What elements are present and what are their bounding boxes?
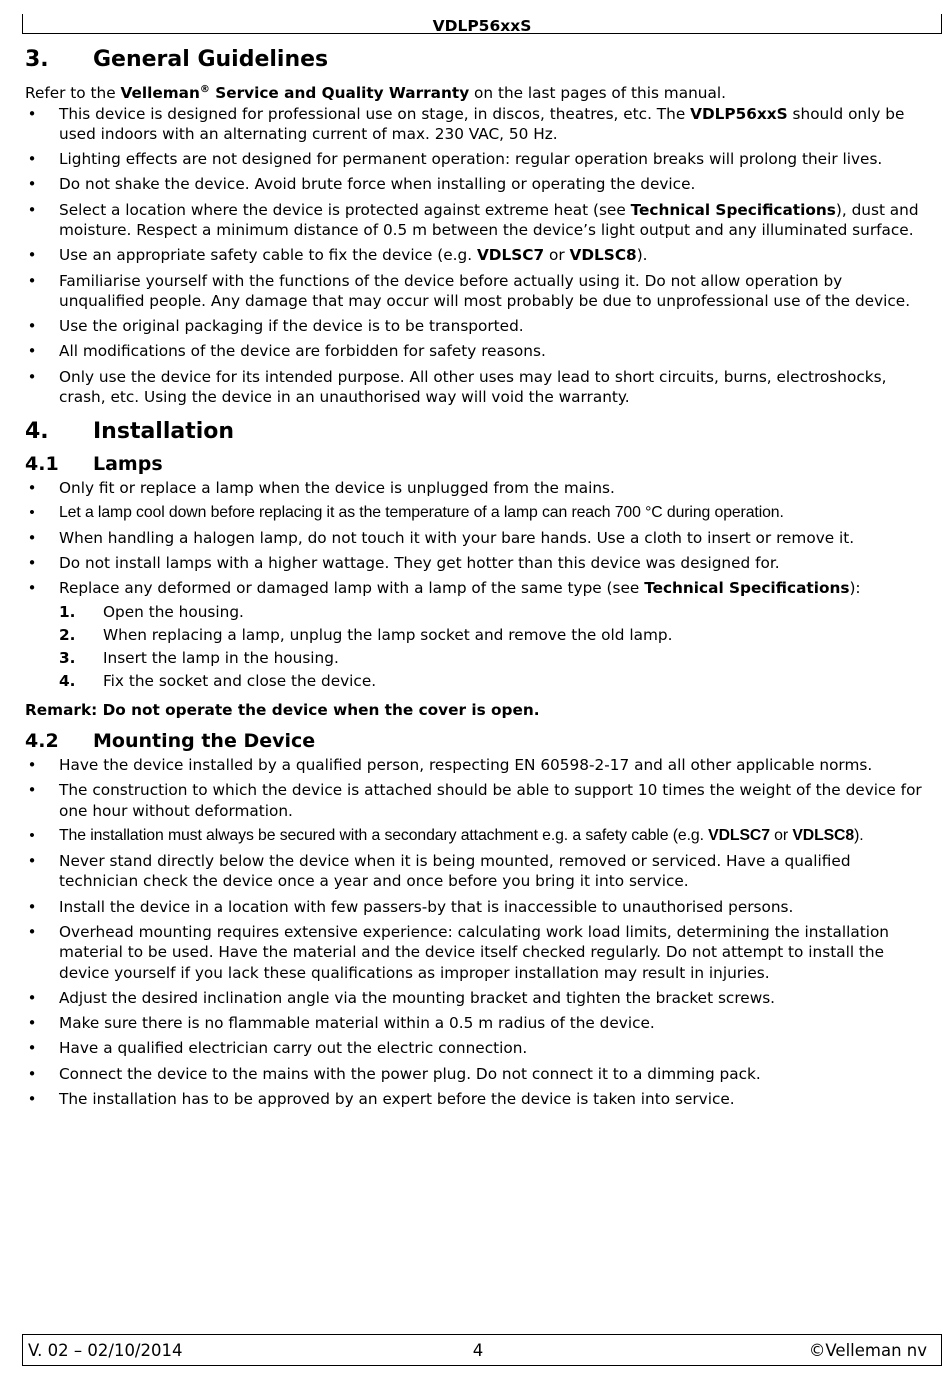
bullet-icon: •	[27, 317, 37, 336]
item-text: Only fit or replace a lamp when the device is unplugged from the mains.	[59, 478, 615, 497]
bullet-icon: •	[27, 1089, 37, 1108]
item-text: Use an appropriate safety cable to fix the device (e.g.	[59, 246, 477, 265]
remark-note: Remark: Do not operate the device when the cover is open.	[25, 700, 540, 719]
list-item	[25, 988, 925, 1009]
warranty-name: Service and Quality Warranty	[209, 84, 470, 103]
item-text: Replace any deformed or damaged lamp with a lamp of the same type (see	[59, 579, 645, 598]
section-4-2-heading	[25, 727, 925, 755]
model-name: VDLP56xxS	[690, 104, 788, 123]
step-text: Fix the socket and close the device.	[103, 671, 377, 690]
item-text: ), dust and moisture. Respect a minimum distance of 0.5 m between the device’s light output and any illuminated surface.	[59, 200, 919, 240]
list-item	[25, 316, 925, 337]
list-item	[25, 780, 925, 821]
section-title: Mounting the Device	[93, 729, 316, 752]
section-number: 4.1	[25, 452, 59, 475]
page-footer	[22, 1334, 942, 1366]
copyright: ©Velleman nv	[808, 1341, 927, 1360]
section-4-1-heading	[25, 450, 925, 478]
step-text: Insert the lamp in the housing.	[103, 648, 339, 667]
page-content	[25, 44, 925, 1114]
item-text: ):	[849, 579, 861, 598]
list-item	[25, 1089, 925, 1110]
item-text: Connect the device to the mains with the power plug. Do not connect it to a dimming pack.	[59, 1064, 761, 1083]
list-item	[25, 755, 925, 776]
bullet-icon: •	[27, 175, 37, 194]
step-number: 2.	[59, 625, 76, 644]
item-text: Only use the device for its intended purpose. All other uses may lead to short circuits, burns, electroshocks, crash, etc. Using the device in an unauthorised way will void the warranty.	[59, 367, 887, 407]
step-number: 3.	[59, 648, 76, 667]
item-text: The installation has to be approved by an expert before the device is taken into service.	[59, 1089, 735, 1108]
spec-reference: Technical Specifications	[630, 200, 836, 219]
section-number: 4.	[25, 418, 49, 444]
list-item	[25, 104, 925, 145]
registered-mark: ®	[199, 84, 210, 95]
item-text: Let a lamp cool down before replacing it as the temperature of a lamp can reach 700 °C during operation.	[59, 503, 784, 521]
step-item	[59, 670, 925, 693]
brand-name: Velleman	[120, 84, 200, 103]
bullet-icon: •	[27, 271, 37, 290]
step-text: Open the housing.	[103, 602, 244, 621]
step-number: 1.	[59, 602, 76, 621]
general-guidelines-list	[25, 104, 925, 408]
list-item	[25, 553, 925, 574]
item-text: Familiarise yourself with the functions of the device before actually using it. Do not allow operation by unqualified people. Any damage that may occur will most probably be due to unprofessional use of the device.	[59, 271, 911, 311]
bullet-icon: •	[27, 897, 37, 916]
bullet-icon: •	[27, 988, 37, 1007]
step-item	[59, 624, 925, 647]
bullet-icon: •	[27, 1014, 37, 1033]
list-item	[25, 503, 925, 524]
list-item	[25, 478, 925, 499]
list-item	[25, 1064, 925, 1085]
product-code: VDLSC7	[476, 246, 545, 265]
item-text: should only be used indoors with an alternating current of max. 230 VAC, 50 Hz.	[59, 104, 905, 144]
warranty-intro	[25, 80, 925, 104]
list-item	[25, 922, 925, 984]
item-text: Have the device installed by a qualified person, respecting EN 60598-2-17 and all other applicable norms.	[59, 755, 873, 774]
item-text: When handling a halogen lamp, do not touch it with your bare hands. Use a cloth to insert or remove it.	[59, 528, 855, 547]
bullet-icon: •	[29, 826, 35, 844]
list-item	[25, 578, 925, 693]
bullet-icon: •	[27, 150, 37, 169]
product-code: VDLSC7	[708, 826, 770, 844]
item-text: Install the device in a location with few passers-by that is inaccessible to unauthorised persons.	[59, 897, 794, 916]
product-code: VDLSC8	[792, 826, 855, 844]
step-text: When replacing a lamp, unplug the lamp socket and remove the old lamp.	[103, 625, 673, 644]
item-text: Have a qualified electrician carry out the electric connection.	[59, 1039, 528, 1058]
bullet-icon: •	[27, 367, 37, 386]
section-title: Installation	[93, 418, 235, 444]
step-item	[59, 647, 925, 670]
item-text: Do not shake the device. Avoid brute force when installing or operating the device.	[59, 175, 696, 194]
bullet-icon: •	[27, 478, 37, 497]
page-header	[22, 14, 942, 34]
bullet-icon: •	[27, 342, 37, 361]
item-text: ).	[854, 826, 864, 844]
list-item	[25, 271, 925, 312]
item-text: or	[769, 826, 793, 844]
item-text: All modifications of the device are forbidden for safety reasons.	[59, 342, 546, 361]
item-text: Never stand directly below the device when it is being mounted, removed or serviced. Have a qualified technician check the device once a year and once before you bring it into service.	[59, 851, 851, 891]
lamps-list	[25, 478, 925, 693]
intro-text-end: on the last pages of this manual.	[469, 84, 726, 103]
bullet-icon: •	[27, 200, 37, 219]
bullet-icon: •	[27, 554, 37, 573]
intro-text: Refer to the	[25, 84, 121, 103]
version-date: V. 02 – 02/10/2014	[28, 1341, 183, 1360]
lamp-replacement-steps	[59, 601, 925, 693]
item-text: Adjust the desired inclination angle via the mounting bracket and tighten the bracket screws.	[59, 988, 776, 1007]
section-3-heading	[25, 44, 925, 76]
list-item	[25, 851, 925, 892]
list-item	[25, 174, 925, 195]
item-text: Do not install lamps with a higher wattage. They get hotter than this device was designed for.	[59, 554, 780, 573]
list-item	[25, 149, 925, 170]
bullet-icon: •	[27, 922, 37, 941]
list-item	[25, 1013, 925, 1034]
bullet-icon: •	[27, 755, 37, 774]
section-number: 3.	[25, 47, 49, 72]
bullet-icon: •	[27, 1064, 37, 1083]
item-text: Use the original packaging if the device is to be transported.	[59, 317, 524, 336]
mounting-list	[25, 755, 925, 1109]
step-number: 4.	[59, 671, 76, 690]
list-item	[25, 341, 925, 362]
item-text: ).	[636, 246, 648, 265]
list-item	[25, 1038, 925, 1059]
product-code: VDLSC8	[569, 246, 637, 265]
item-text: This device is designed for professional use on stage, in discos, theatres, etc. The	[59, 104, 691, 123]
bullet-icon: •	[27, 1039, 37, 1058]
section-title: Lamps	[93, 452, 163, 475]
spec-reference: Technical Specifications	[644, 579, 850, 598]
list-item	[25, 528, 925, 549]
section-number: 4.2	[25, 729, 59, 752]
item-text: or	[544, 246, 570, 265]
item-text: Make sure there is no flammable material within a 0.5 m radius of the device.	[59, 1014, 655, 1033]
section-title: General Guidelines	[93, 47, 329, 72]
item-text: Overhead mounting requires extensive experience: calculating work load limits, determining the installation material to be used. Have the material and the device itself checked regularly. Do not attempt to install the device yourself if you lack these qualifications as improper installation may result in injuries.	[59, 922, 889, 982]
bullet-icon: •	[27, 781, 37, 800]
bullet-icon: •	[27, 851, 37, 870]
page-number: 4	[472, 1341, 484, 1360]
item-text: The installation must always be secured with a secondary attachment e.g. a safety cable (e.g.	[59, 826, 709, 844]
bullet-icon: •	[27, 528, 37, 547]
bullet-icon: •	[27, 104, 37, 123]
step-item	[59, 601, 925, 624]
item-text: Select a location where the device is protected against extreme heat (see	[59, 200, 631, 219]
list-item	[25, 826, 925, 847]
bullet-icon: •	[29, 503, 35, 521]
bullet-icon: •	[27, 579, 37, 598]
bullet-icon: •	[27, 246, 37, 265]
item-text: The construction to which the device is attached should be able to support 10 times the weight of the device for one hour without deformation.	[59, 781, 922, 820]
list-item	[25, 200, 925, 241]
list-item	[25, 245, 925, 266]
section-4-heading	[25, 416, 925, 448]
header-title: VDLP56xxS	[432, 17, 532, 35]
item-text: Lighting effects are not designed for permanent operation: regular operation breaks will prolong their lives.	[59, 150, 883, 169]
list-item	[25, 897, 925, 918]
list-item	[25, 367, 925, 408]
